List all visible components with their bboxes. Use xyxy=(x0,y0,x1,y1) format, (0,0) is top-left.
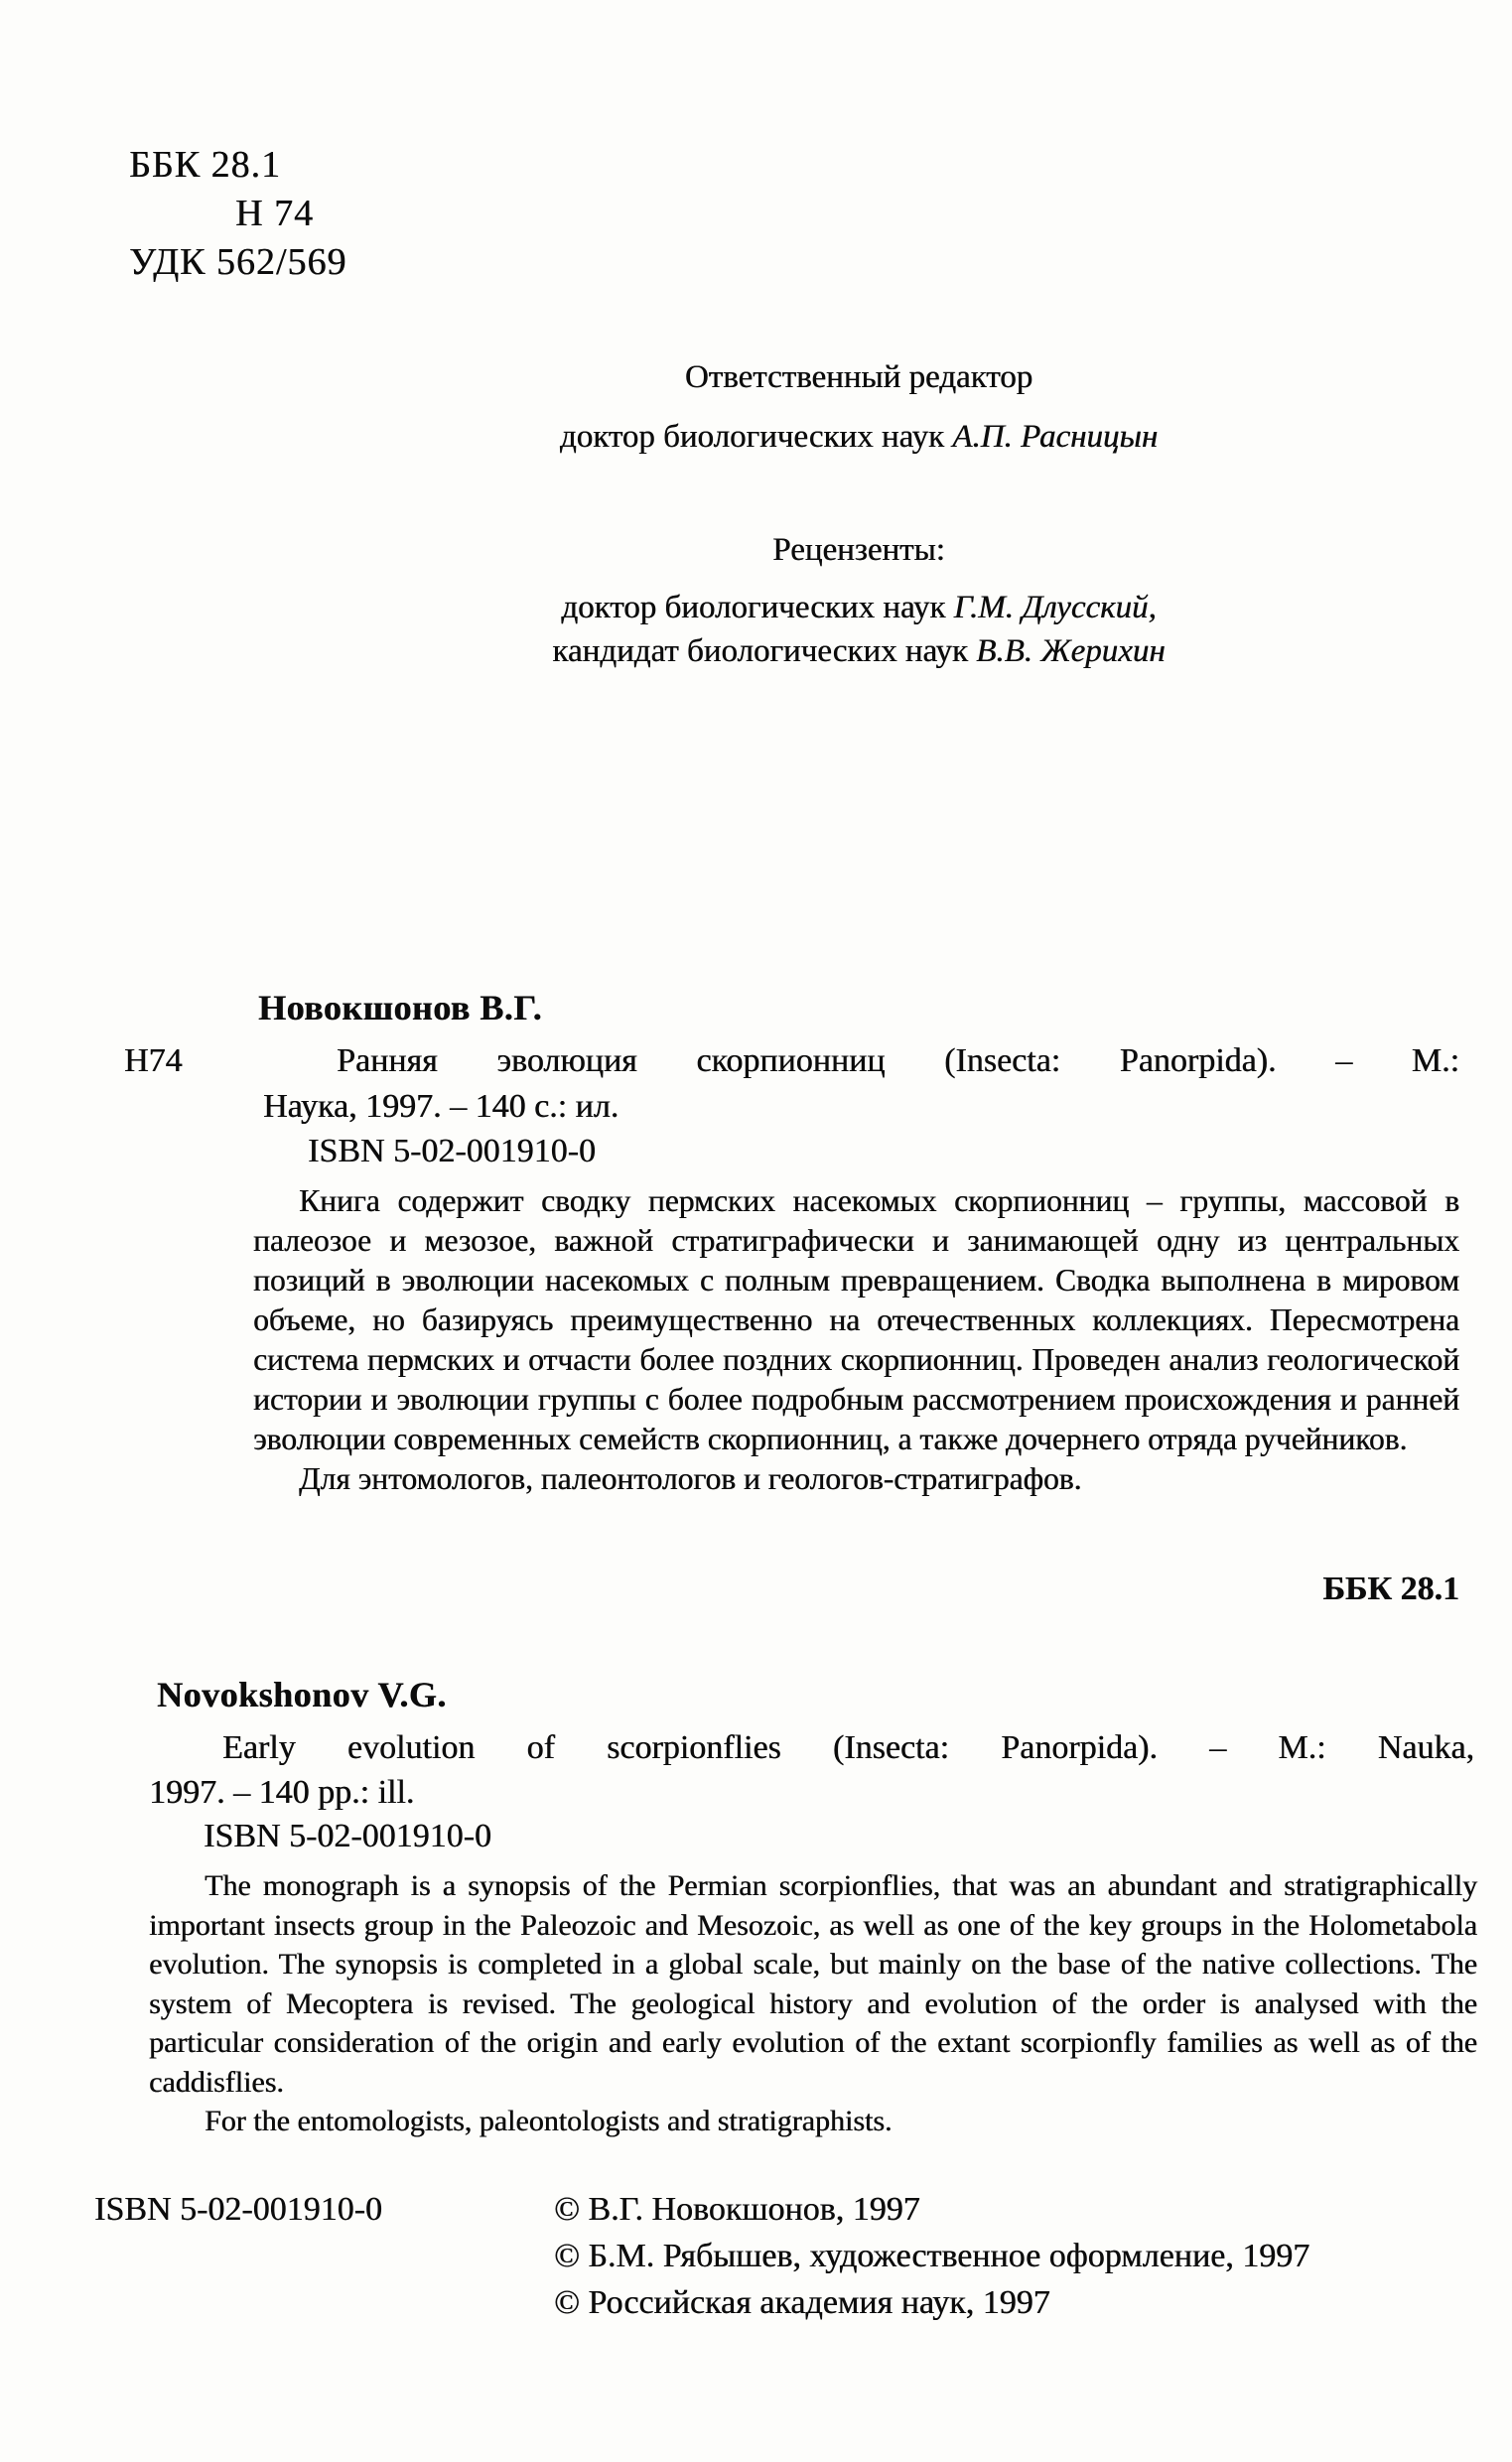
bibliographic-entry-en xyxy=(149,1725,1474,1815)
responsible-editor-line xyxy=(258,415,1459,459)
copyright-list xyxy=(554,2186,1512,2326)
reviewer-line-1 xyxy=(258,586,1459,629)
annotation-ru: Книга содержит сводку пермских насекомых скорпионниц – группы, массовой в палеозое и мезозое, важной стратиграфически и занимающей одну из центральных позиций в эволюции насекомых с полным превращением. Сводка выполнена в мировом объеме, но базируясь преимущественно на отечественных коллекциях. Пересмотрена система пермских и отчасти более поздних скорпионниц. Проведен анализ геологической истории и эволюции группы с более подробным рассмотрением происхождения и ранней эволюции современных семейств скорпионниц, а также дочернего отряда ручейников. xyxy=(253,1183,1459,1456)
responsible-editor-block xyxy=(258,355,1459,459)
reviewer-line-2 xyxy=(258,629,1459,673)
reviewer1-name: Г.М. Длусский, xyxy=(953,590,1157,625)
responsible-editor-heading: Ответственный редактор xyxy=(684,359,1033,395)
bbk-code: ББК 28.1 xyxy=(129,144,281,186)
reviewers-block xyxy=(258,528,1459,673)
author-heading-ru: Новокшонов В.Г. xyxy=(258,988,543,1027)
copyright-line-academy: © Российская академия наук, 1997 xyxy=(554,2284,1050,2321)
reviewer2-degree: кандидат биологических наук xyxy=(552,633,977,669)
reviewers-heading: Рецензенты: xyxy=(772,532,945,568)
copyright-line-designer: © Б.М. Рябышев, художественное оформление, 1997 xyxy=(554,2238,1310,2274)
catalogue-card-english xyxy=(0,1674,1512,2141)
imprint-bottom-block xyxy=(0,2186,1512,2326)
bbk-code-right: ББК 28.1 xyxy=(1322,1571,1459,1607)
audience-en: For the entomologists, paleontologists and stratigraphists. xyxy=(205,2105,893,2137)
reviewer2-name: В.В. Жерихин xyxy=(976,633,1166,669)
annotation-en: The monograph is a synopsis of the Permian scorpionflies, that was an abundant and stratigraphically important insects group in the Paleozoic and Mesozoic, as well as one of the key groups in the Holometabola evolution. The synopsis is completed in a global scale, but mainly on the base of the native collections. The system of Mecoptera is revised. The geological history and evolution of the order is analysed with the particular consideration of the origin and early evolution of the extant scorpionfly families as well as of the caddisflies. xyxy=(149,1869,1477,2099)
audience-ru: Для энтомологов, палеонтологов и геологов-стратиграфов. xyxy=(299,1461,1082,1496)
isbn-bottom: ISBN 5-02-001910-0 xyxy=(94,2191,382,2228)
editor-degree: доктор биологических наук xyxy=(559,419,953,455)
cataloguing-codes xyxy=(129,141,346,287)
bibliographic-line1-en: Early evolution of scorpionflies (Insecta: Panorpida). – M.: Nauka, xyxy=(222,1729,1474,1766)
isbn-ru: ISBN 5-02-001910-0 xyxy=(308,1133,596,1169)
margin-author-code: Н74 xyxy=(124,1042,183,1079)
editor-name: А.П. Расницын xyxy=(952,419,1159,455)
author-heading-en: Novokshonov V.G. xyxy=(157,1675,447,1714)
copyright-line-author: © В.Г. Новокшонов, 1997 xyxy=(554,2191,920,2228)
author-sign-code: Н 74 xyxy=(235,193,314,234)
bibliographic-line2-ru: Наука, 1997. – 140 с.: ил. xyxy=(263,1088,619,1125)
bibliographic-line2-en: 1997. – 140 pp.: ill. xyxy=(149,1774,415,1811)
bibliographic-line1-ru: Ранняя эволюция скорпионниц (Insecta: Panorpida). – М.: xyxy=(337,1042,1459,1079)
isbn-en: ISBN 5-02-001910-0 xyxy=(204,1818,491,1854)
udk-code: УДК 562/569 xyxy=(129,241,347,283)
catalogue-card-russian xyxy=(0,987,1512,1499)
bibliographic-entry-ru xyxy=(263,1038,1459,1130)
reviewer1-degree: доктор биологических наук xyxy=(561,590,954,625)
